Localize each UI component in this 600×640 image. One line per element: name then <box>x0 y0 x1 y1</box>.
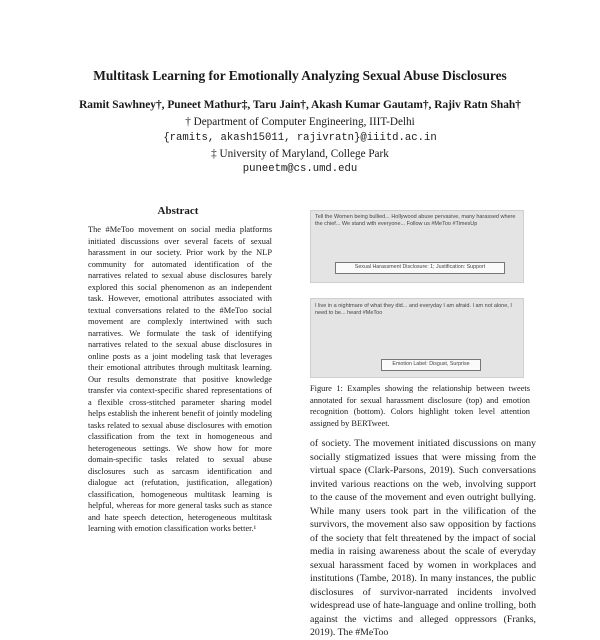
figure-label-1: Sexual Harassment Disclosure: 1; Justification: Support <box>335 262 505 274</box>
affiliation-2: ‡ University of Maryland, College Park <box>211 148 389 160</box>
paper-title: Multitask Learning for Emotionally Analyzing Sexual Abuse Disclosures <box>93 68 507 83</box>
figure-panel-top <box>310 210 524 283</box>
affiliation-1: † Department of Computer Engineering, IIIT-Delhi <box>185 116 415 128</box>
abstract-heading: Abstract <box>157 205 199 217</box>
figure-panel-bottom <box>310 298 524 378</box>
figure-tweet-1: Tell the Women being bullied... Hollywood abuse pervasive, many harassed where the chief... We stand with everyone... Follow us #MeToo #TimesUp <box>315 214 516 228</box>
abstract-text: The #MeToo movement on social media platforms initiated discussions over several facets of sexual harassment in our society. Prior work by the NLP community for automated identification of the narratives related to sexual abuse disclosures barely explored this social phenomenon as an independent task. However, emotional attributes associated with textual conversations related to the #MeToo social movement are complexly intertwined with such narratives. We formulate the task of identifying narratives related to the sexual abuse disclosures in online posts as a joint modeling task that leverages their emotional attributes through multitask learning. Our results demonstrate that positive knowledge transfer via context-specific shared representations of a flexible cross-stitched parameter sharing model helps establish the inherent benefit of jointly modeling tasks related to sexual abuse disclosures with emotion classification from the text in homogeneous and heterogeneous settings. We show how for more domain-specific tasks related to sexual abuse disclosures such as sarcasm identification and dialogue act (refutation, justification, allegation) classification, homogeneous multitask learning is helpful, whereas for more general tasks such as stance and hate speech detection, heterogeneous multitask learning with emotion classification works better.¹ <box>88 225 272 533</box>
figure-caption: Figure 1: Examples showing the relationship between tweets annotated for sexual harassment disclosure (top) and emotion recognition (bottom). Colors highlight token level attention assigned by BERTweet. <box>310 384 530 428</box>
figure-label-2: Emotion Label: Disgust, Surprise <box>381 359 481 371</box>
email-2: puneetm@cs.umd.edu <box>242 163 358 175</box>
author-list: Ramit Sawhney†, Puneet Mathur‡, Taru Jain†, Akash Kumar Gautam†, Rajiv Ratn Shah† <box>79 99 521 111</box>
figure-tweet-2: I live in a nightmare of what they did... and everyday I am afraid. I am not alone, I need to be... heard #MeToo <box>315 303 512 317</box>
emails-1: {ramits, akash15011, rajivratn}@iiitd.ac.in <box>163 132 437 144</box>
body-text: of society. The movement initiated discussions on many socially stigmatized issues that were missing from the virtual space (Clark-Parsons, 2019). Such conversations invited various reactions on the web, involving support to the cause of the movement and even outright bullying. While many users took part in the vilification of the survivors, the movement also saw opposition by factions of the society that felt threatened by the impact of social media in raising awareness about the scale of everyday sexual harassment faced by women in workplaces and institutions (Tambe, 2018). In many instances, the public disclosures of survivor-narrated incidents involved widespread use of hate-language and online trolling, both against the victims and alleged oppressors (Franks, 2019). The #MeToo <box>310 438 536 638</box>
